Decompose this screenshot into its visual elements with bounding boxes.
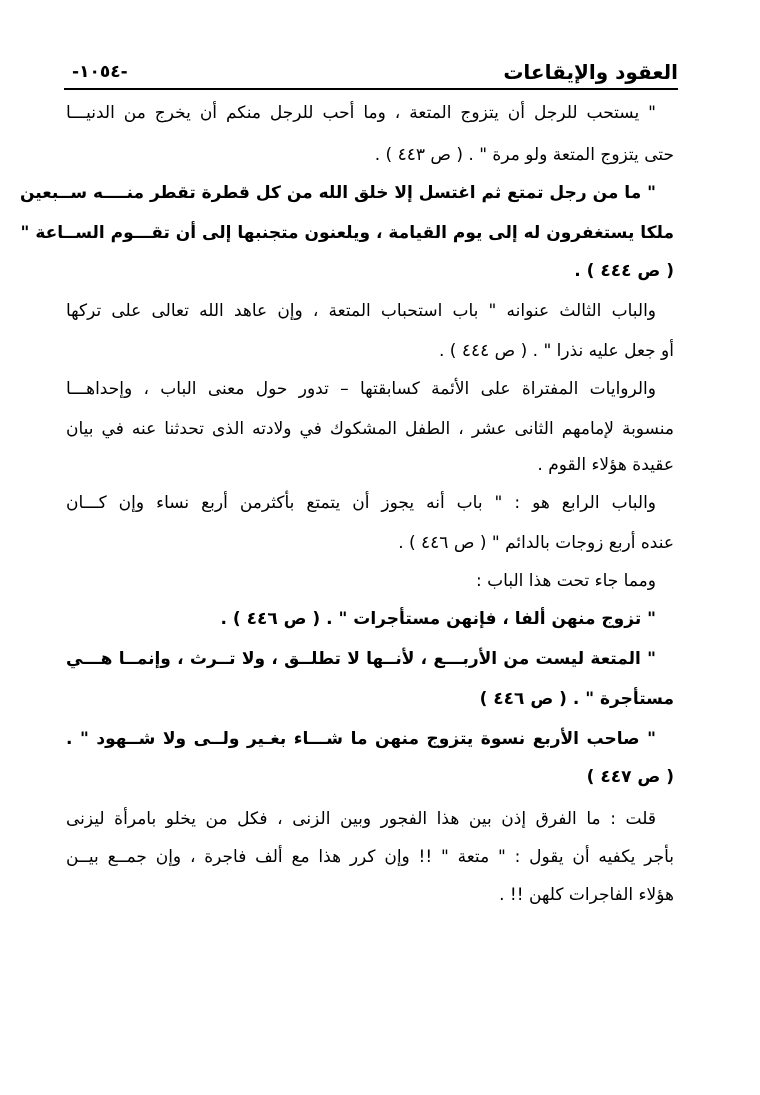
- text-line: والباب الثالث عنوانه " باب استحباب المتعة ، وإن عاهد الله تعالى على تركها: [66, 301, 656, 321]
- text-line: " تزوج منهن ألفا ، فإنهن مستأجرات " . ( ص ٤٤٦ ) .: [220, 609, 656, 629]
- text-line: ( ص ٤٤٤ ) .: [574, 261, 674, 281]
- text-line: قلت : ما الفرق إذن بين هذا الفجور وبين الزنى ، فكل من يخلو بامرأة ليزنى: [66, 809, 656, 829]
- page-header: [64, 60, 678, 90]
- text-line: منسوبة لإمامهم الثانى عشر ، الطفل المشكوك في ولادته الذى تحدثنا عنه في بيان: [66, 419, 674, 439]
- text-line: والباب الرابع هو : " باب أنه يجوز أن يتمتع بأكثرمن أربع نساء وإن كـــان: [66, 493, 656, 513]
- text-line: مستأجرة " . ( ص ٤٤٦ ): [479, 689, 674, 709]
- text-line: " يستحب للرجل أن يتزوج المتعة ، وما أحب للرجل منكم أن يخرج من الدنيـــا: [66, 103, 656, 123]
- text-line: عنده أربع زوجات بالدائم " ( ص ٤٤٦ ) .: [398, 533, 674, 553]
- text-line: " صاحب الأربع نسوة يتزوج منهن ما شـــاء بغـير ولــى ولا شــهود " .: [66, 729, 656, 749]
- text-line: أو جعل عليه نذرا " . ( ص ٤٤٤ ) .: [438, 341, 674, 361]
- text-line: بأجر يكفيه أن يقول : " متعة " !! وإن كرر هذا مع ألف فاجرة ، وإن جمــع بيــن: [66, 847, 674, 867]
- text-line: " المتعة ليست من الأربـــع ، لأنــها لا تطلــق ، ولا تــرث ، وإنمــا هـــي: [66, 649, 656, 669]
- text-line: حتى يتزوج المتعة ولو مرة " . ( ص ٤٤٣ ) .: [374, 145, 674, 165]
- text-line: ملكا يستغفرون له إلى يوم القيامة ، ويلعنون متجنبها إلى أن تقـــوم الســاعة ": [20, 223, 674, 243]
- page-number: -١٠٥٤-: [72, 62, 128, 82]
- text-line: والروايات المفتراة على الأئمة كسابقتها – تدور حول معنى الباب ، وإحداهـــا: [66, 379, 656, 399]
- text-line: ومما جاء تحت هذا الباب :: [476, 571, 656, 591]
- text-line: هؤلاء الفاجرات كلهن !! .: [499, 885, 674, 905]
- text-line: ( ص ٤٤٧ ): [586, 767, 674, 787]
- running-title: العقود والإيقاعات: [503, 60, 678, 84]
- text-line: عقيدة هؤلاء القوم .: [537, 455, 674, 475]
- text-line: " ما من رجل تمتع ثم اغتسل إلا خلق الله من كل قطرة تقطر منــــه ســبعين: [19, 183, 656, 203]
